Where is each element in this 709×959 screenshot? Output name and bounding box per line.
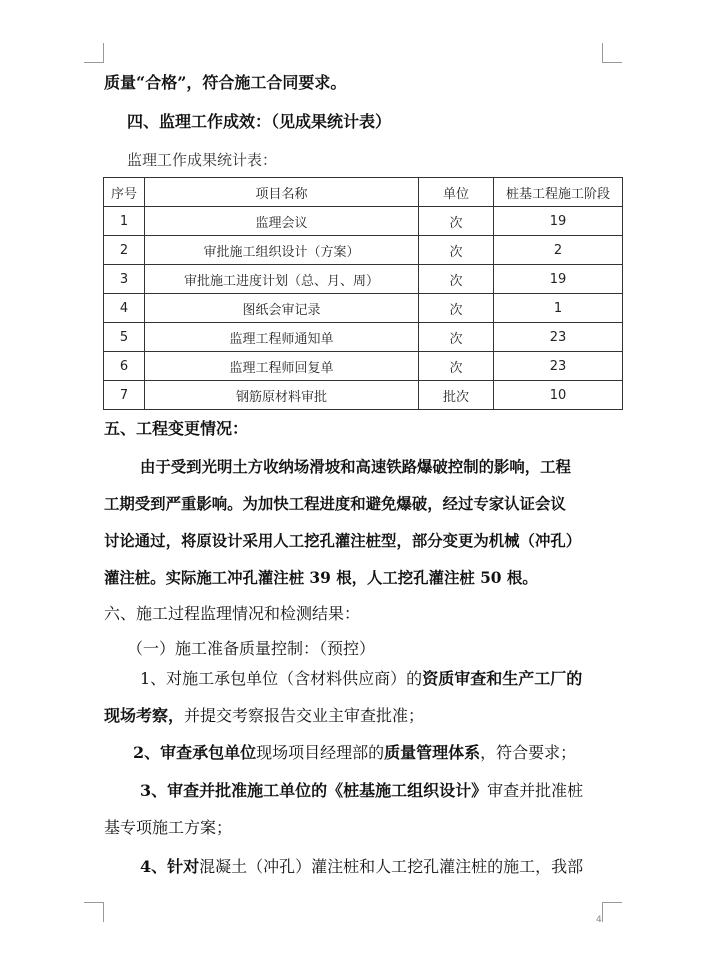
item-2-text: ，符合要求；: [480, 743, 577, 762]
cell-index: 2: [104, 236, 145, 265]
crop-mark-top-left: [84, 62, 104, 63]
cell-unit: 次: [419, 265, 494, 294]
table-row: [104, 381, 623, 410]
section-4-heading: 四、监理工作成效：（见成果统计表）: [127, 112, 392, 131]
cell-index: 6: [104, 352, 145, 381]
item-1-text: 1、对施工承包单位（含材料供应商）的: [140, 669, 423, 688]
section-5-heading: 五、工程变更情况：: [104, 419, 249, 438]
crop-mark-top-right: [602, 43, 603, 63]
cell-item-name: 监理会议: [145, 207, 419, 236]
item-1-text: 并提交考察报告交业主审查批准；: [184, 706, 425, 725]
paragraph-continuation: 质量“合格”，符合施工合同要求。: [104, 73, 347, 92]
cell-count: 23: [494, 323, 623, 352]
crop-mark-bottom-left: [103, 902, 104, 922]
section-5-body-line: 由于受到光明土方收纳场滑坡和高速铁路爆破控制的影响，工程: [140, 458, 571, 476]
cell-index: 4: [104, 294, 145, 323]
crop-mark-top-left: [103, 43, 104, 63]
item-3-text-bold: 3、审查并批准施工单位的《桩基施工组织设计》: [140, 781, 488, 800]
cell-item-name: 钢筋原材料审批: [145, 381, 419, 410]
item-4-text-bold: 4、针对: [140, 857, 200, 876]
cell-unit: 批次: [419, 381, 494, 410]
crop-mark-bottom-left: [84, 902, 104, 903]
results-statistics-table: [103, 177, 623, 410]
cell-index: 1: [104, 207, 145, 236]
cell-item-name: 图纸会审记录: [145, 294, 419, 323]
table-row: [104, 323, 623, 352]
table-row: [104, 352, 623, 381]
item-2-text: 现场项目经理部的: [256, 743, 385, 762]
cell-count: 1: [494, 294, 623, 323]
cell-item-name: 审批施工进度计划（总、月、周）: [145, 265, 419, 294]
cell-unit: 次: [419, 236, 494, 265]
cell-item-name: 监理工程师回复单: [145, 352, 419, 381]
section-6-heading: 六、施工过程监理情况和检测结果：: [104, 604, 361, 623]
section-5-body-line: 讨论通过，将原设计采用人工挖孔灌注桩型，部分变更为机械（冲孔）: [104, 532, 582, 550]
item-4-text: 混凝土（冲孔）灌注桩和人工挖孔灌注桩的施工，我部: [199, 857, 584, 876]
item-2-text-bold: 质量管理体系: [384, 743, 481, 762]
cell-item-name: 审批施工组织设计（方案）: [145, 236, 419, 265]
table-caption: 监理工作成果统计表：: [127, 151, 278, 169]
cell-count: 19: [494, 207, 623, 236]
header-item-name: 项目名称: [145, 178, 419, 207]
table-row: [104, 236, 623, 265]
cell-index: 5: [104, 323, 145, 352]
cell-unit: 次: [419, 207, 494, 236]
cell-count: 2: [494, 236, 623, 265]
table-row: [104, 265, 623, 294]
cell-index: 3: [104, 265, 145, 294]
header-index: 序号: [104, 178, 145, 207]
crop-mark-bottom-right: [602, 902, 603, 922]
item-1-line-2: [104, 706, 424, 726]
item-3-line-1: [140, 781, 583, 801]
cell-count: 23: [494, 352, 623, 381]
cell-unit: 次: [419, 323, 494, 352]
section-5-body-line: 灌注桩。实际施工冲孔灌注桩 39 根，人工挖孔灌注桩 50 根。: [104, 569, 538, 587]
cell-unit: 次: [419, 352, 494, 381]
page-number: 4: [596, 915, 602, 925]
cell-count: 10: [494, 381, 623, 410]
subsection-1-heading: （一）施工准备质量控制：（预控）: [127, 639, 376, 658]
cell-count: 19: [494, 265, 623, 294]
crop-mark-bottom-right: [602, 902, 622, 903]
header-pile-stage: 桩基工程施工阶段: [494, 178, 623, 207]
header-unit: 单位: [419, 178, 494, 207]
item-1-text-bold: 现场考察，: [104, 706, 185, 725]
cell-index: 7: [104, 381, 145, 410]
table-header-row: [104, 178, 623, 207]
section-5-body-line: 工期受到严重影响。为加快工程进度和避免爆破，经过专家认证会议: [104, 495, 566, 513]
item-1-text-bold: 资质审查和生产工厂的: [422, 669, 583, 688]
item-2-text-bold: 2、审查承包单位: [133, 743, 257, 762]
item-1-line-1: [140, 669, 582, 689]
item-3-text: 基专项施工方案；: [104, 818, 233, 837]
crop-mark-top-right: [602, 62, 622, 63]
table-row: [104, 294, 623, 323]
cell-item-name: 监理工程师通知单: [145, 323, 419, 352]
item-3-line-2: [104, 818, 232, 838]
item-2-line: [133, 743, 576, 763]
item-3-text: 审查并批准桩: [487, 781, 584, 800]
cell-unit: 次: [419, 294, 494, 323]
item-4-line: [140, 857, 583, 877]
table-row: [104, 207, 623, 236]
